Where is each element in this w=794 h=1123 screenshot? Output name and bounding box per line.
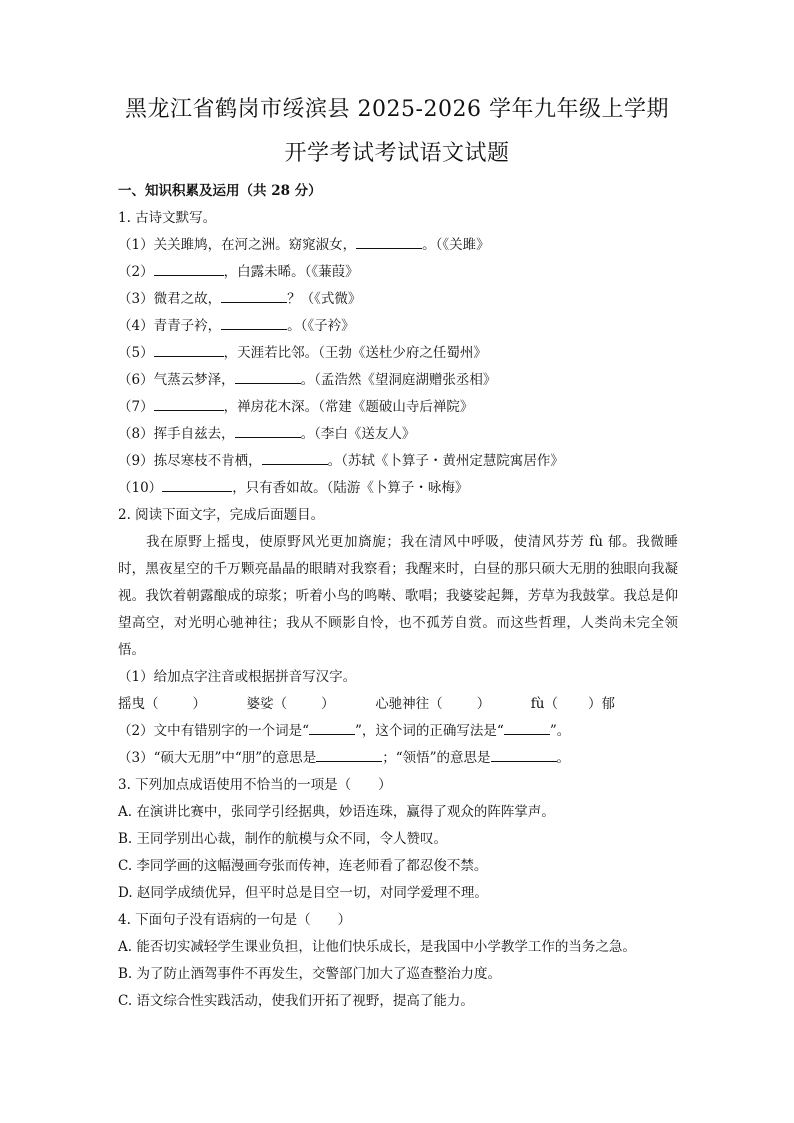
answer-blank	[162, 477, 232, 492]
answer-blank	[154, 342, 224, 357]
q1-item: （5） ，天涯若比邻。（王勃《送杜少府之任蜀州》	[118, 340, 678, 367]
page-title: 黑龙江省鹤岗市绥滨县 2025-2026 学年九年级上学期	[125, 97, 669, 122]
question-2-stem: 2. 阅读下面文字，完成后面题目。	[118, 507, 325, 523]
q4-option: C. 语文综合性实践活动，使我们开拓了视野，提高了能力。	[118, 993, 474, 1009]
answer-blank	[235, 369, 301, 384]
section-heading: 一、知识积累及运用（共 28 分）	[118, 183, 322, 199]
answer-blank	[316, 747, 382, 762]
q3-option: C. 李同学画的这幅漫画夸张而传神，连老师看了都忍俊不禁。	[118, 858, 488, 874]
answer-blank	[235, 423, 301, 438]
question-1-stem: 1. 古诗文默写。	[118, 210, 217, 226]
q1-item: （9）拣尽寒枝不肯栖， 。（苏轼《卜算子・黄州定慧院寓居作》	[118, 448, 678, 475]
q3-option: A. 在演讲比赛中，张同学引经据典，妙语连珠，赢得了观众的阵阵掌声。	[118, 804, 555, 820]
q1-item: （6）气蒸云梦泽， 。（孟浩然《望洞庭湖赠张丞相》	[118, 367, 678, 394]
q4-option: A. 能否切实减轻学生课业负担，让他们快乐成长，是我国中小学教学工作的当务之急。	[118, 939, 636, 955]
q1-item: （2） ，白露未晞。（《蒹葭》	[118, 259, 678, 286]
reading-passage: 我在原野上摇曳，使原野风光更加旖旎；我在清风中呼吸，使清风芬芳 fù 郁。我微睡时，黑夜星空的千万颗亮晶晶的眼睛对我察看；我醒来时，白昼的那只硕大无朋的独眼向我凝视。我饮着朝露酿成的琼浆；听着小鸟的鸣啭、歌唱；我婆娑起舞，芳草为我鼓掌。我总是仰望高空，对光明心驰神往；我从不顾影自怜，也不孤芳自赏。而这些哲理，人类尚未完全领悟。	[118, 534, 678, 658]
q2-sub3: （3）“硕大无朋”中“朋”的意思是 ；“领悟”的意思是 。	[118, 745, 678, 772]
q3-option: D. 赵同学成绩优异，但平时总是目空一切，对同学爱理不理。	[118, 885, 488, 901]
q1-item: （7） ，禅房花木深。（常建《题破山寺后禅院》	[118, 394, 678, 421]
answer-blank	[221, 315, 287, 330]
answer-blank	[154, 396, 224, 411]
question-4-stem: 4. 下面句子没有语病的一句是（ ）	[118, 912, 352, 928]
answer-blank	[221, 288, 287, 303]
q1-item: （8）挥手自兹去， 。（李白《送友人》	[118, 421, 678, 448]
answer-blank	[356, 234, 422, 249]
page-subtitle: 开学考试考试语文试题	[284, 141, 510, 166]
document-body	[118, 178, 678, 1015]
q2-sub2: （2）文中有错别字的一个词是“ ”，这个词的正确写法是“ ”。	[118, 718, 678, 745]
q2-pinyin-row: 摇曳（ ） 婆娑（ ） 心驰神往（ ） fù（ ）郁	[118, 696, 615, 712]
answer-blank	[504, 720, 550, 735]
q1-item: （1）关关雎鸠，在河之洲。窈窕淑女， 。（《关雎》	[118, 232, 678, 259]
answer-blank	[309, 720, 355, 735]
q4-option: B. 为了防止酒驾事件不再发生，交警部门加大了巡查整治力度。	[118, 966, 502, 982]
q2-sub1: （1）给加点字注音或根据拼音写汉字。	[118, 669, 357, 685]
answer-blank	[491, 747, 557, 762]
q1-item: （10） ，只有香如故。（陆游《卜算子・咏梅》	[118, 475, 678, 502]
q1-item: （3）微君之故， ？（《式微》	[118, 286, 678, 313]
answer-blank	[262, 450, 328, 465]
question-3-stem: 3. 下列加点成语使用不恰当的一项是（ ）	[118, 777, 392, 793]
q3-option: B. 王同学别出心裁，制作的航模与众不同，令人赞叹。	[118, 831, 448, 847]
q1-item: （4）青青子衿， 。（《子衿》	[118, 313, 678, 340]
answer-blank	[154, 261, 224, 276]
